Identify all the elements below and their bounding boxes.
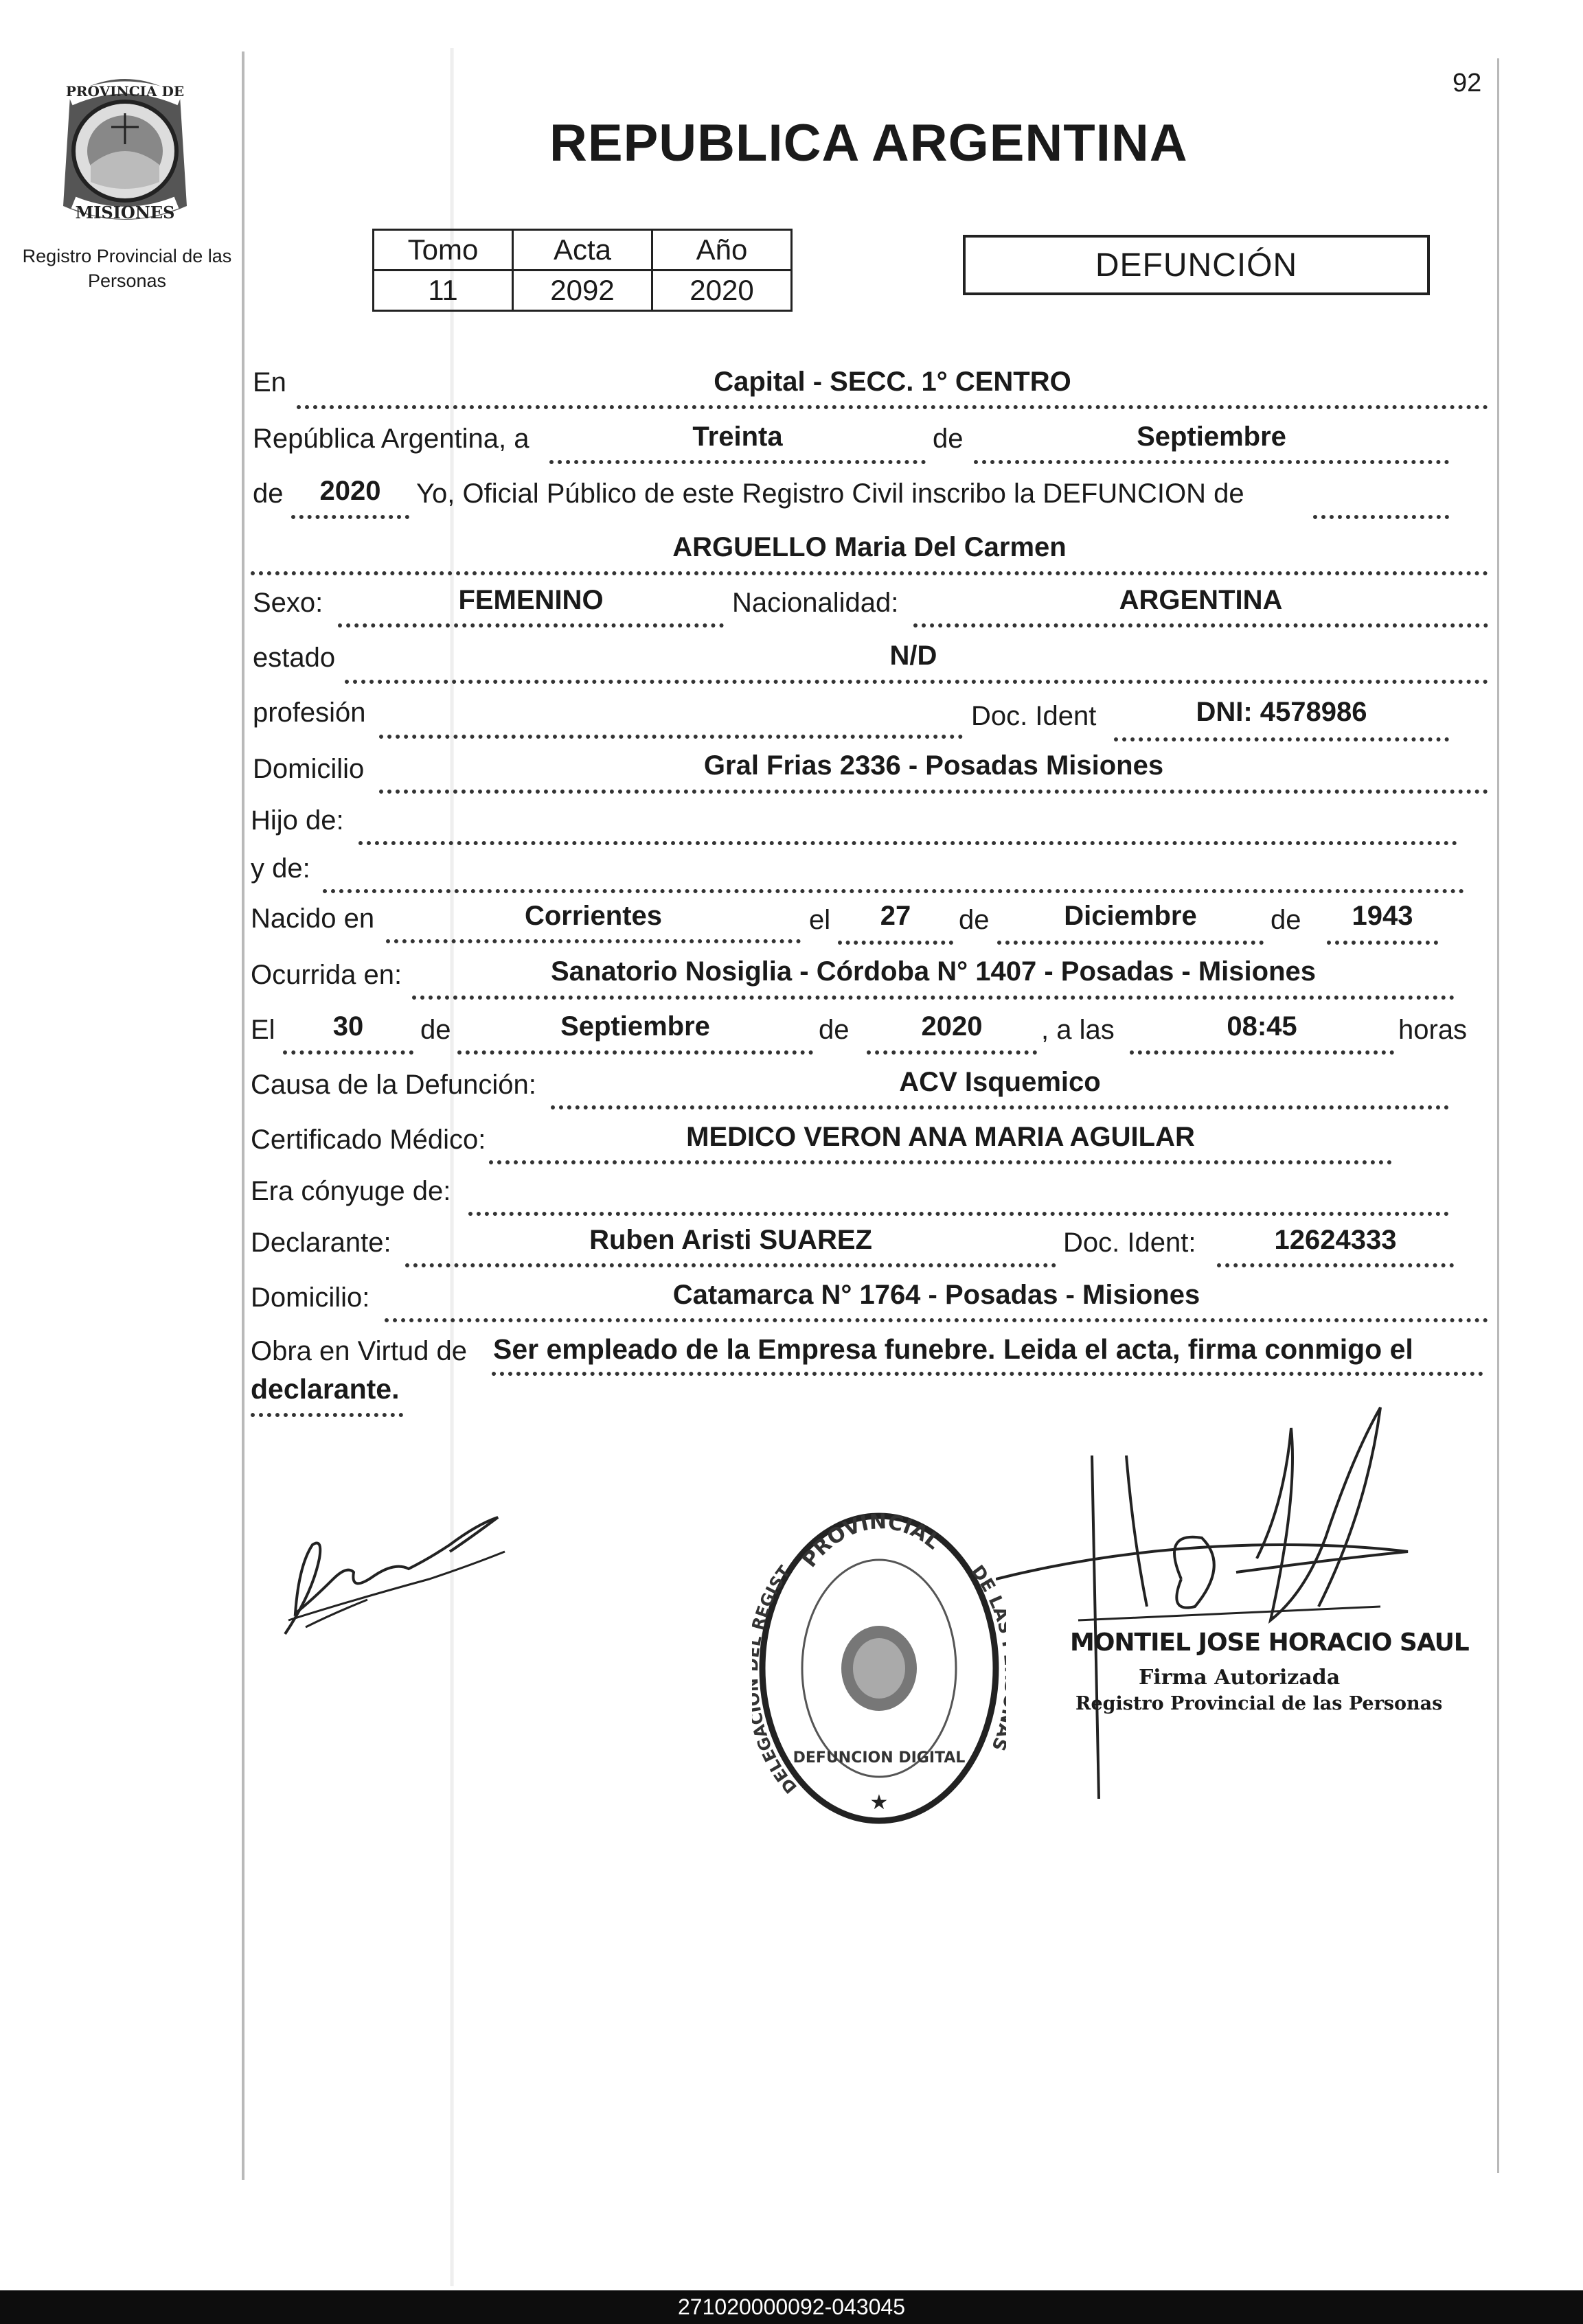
fill-profesion	[379, 700, 963, 739]
value-nacido-en: Corrientes	[524, 901, 663, 931]
fill-y-de	[323, 855, 1464, 893]
label-sexo: Sexo:	[253, 588, 323, 618]
label-conyuge: Era cónyuge de:	[251, 1176, 451, 1206]
left-margin-line	[242, 51, 244, 2180]
svg-text:MISIONES: MISIONES	[75, 203, 175, 222]
label-yo-oficial: Yo, Oficial Público de este Registro Civil inscribo la DEFUNCION de	[416, 479, 1244, 509]
value-def-anio: 2020	[921, 1011, 983, 1042]
value-certificado: MEDICO VERON ANA MARIA AGUILAR	[686, 1122, 1195, 1152]
signature-icon	[271, 1497, 519, 1648]
label-domicilio-declarante: Domicilio:	[251, 1282, 370, 1313]
label-el-cap: El	[251, 1015, 275, 1045]
table-cell: 11	[374, 271, 513, 311]
value-def-dia: 30	[332, 1011, 364, 1042]
value-nacido-dia: 27	[880, 901, 911, 931]
label-de-def: de	[420, 1015, 451, 1045]
svg-text:★: ★	[869, 1791, 889, 1814]
value-dia: Treinta	[692, 422, 783, 452]
official-signature-icon	[996, 1401, 1442, 1826]
label-hijo-de: Hijo de:	[251, 805, 344, 836]
emblem-icon	[43, 62, 207, 233]
table-header: Tomo	[374, 230, 513, 271]
page-number: 92	[1453, 69, 1482, 97]
provincial-emblem	[43, 62, 207, 233]
value-nacionalidad: ARGENTINA	[1119, 585, 1283, 615]
official-name: MONTIEL JOSE HORACIO SAUL	[1070, 1629, 1469, 1657]
label-nacido-en: Nacido en	[251, 904, 375, 934]
svg-text:PROVINCIAL: PROVINCIAL	[797, 1510, 945, 1572]
svg-text:PROVINCIA DE: PROVINCIA DE	[65, 83, 185, 100]
label-el: el	[809, 905, 831, 935]
label-de: de	[933, 424, 964, 454]
footer-code: 271020000092-043045	[0, 2290, 1583, 2324]
svg-text:DEFUNCION DIGITAL: DEFUNCION DIGITAL	[793, 1749, 966, 1767]
table-cell: 2092	[513, 271, 652, 311]
label-de-def-anio: de	[819, 1015, 850, 1045]
value-lugar: Capital - SECC. 1° CENTRO	[714, 367, 1071, 397]
label-estado: estado	[253, 643, 336, 673]
declarant-signature	[271, 1497, 519, 1651]
svg-text:DE LAS PERSONAS: DE L	[966, 1561, 1006, 1612]
label-causa: Causa de la Defunción:	[251, 1070, 536, 1100]
label-obra: Obra en Virtud de	[251, 1336, 468, 1366]
value-def-mes: Septiembre	[560, 1011, 710, 1042]
fill-hijo-de	[358, 807, 1457, 845]
label-doc-ident: Doc. Ident	[971, 701, 1097, 731]
label-certificado: Certificado Médico:	[251, 1125, 486, 1155]
value-obra-line1: Ser empleado de la Empresa funebre. Leida el acta, firma conmigo el	[493, 1333, 1413, 1365]
value-doc: DNI: 4578986	[1196, 697, 1367, 727]
label-de-anio: de	[253, 479, 284, 509]
fill-trailing	[1313, 481, 1449, 519]
label-domicilio: Domicilio	[253, 754, 365, 784]
svg-text:DELEGACION DEL REGISTRO: DELEG EGIST	[752, 1562, 801, 1797]
value-estado: N/D	[889, 641, 937, 671]
label-a-las: , a las	[1041, 1015, 1115, 1045]
official-registry: Registro Provincial de las Personas	[1075, 1693, 1443, 1714]
value-domicilio: Gral Frias 2336 - Posadas Misiones	[703, 750, 1164, 781]
label-nacionalidad: Nacionalidad:	[732, 588, 899, 618]
label-declarante: Declarante:	[251, 1228, 391, 1258]
value-causa: ACV Isquemico	[899, 1067, 1101, 1097]
value-declarante-doc: 12624333	[1274, 1225, 1397, 1255]
record-type-box: DEFUNCIÓN	[963, 235, 1430, 295]
official-title: Firma Autorizada	[1139, 1666, 1341, 1690]
value-obra-line2: declarante.	[251, 1373, 400, 1405]
page-title: REPUBLICA ARGENTINA	[549, 114, 1188, 172]
value-nacido-anio: 1943	[1352, 901, 1413, 931]
label-doc-ident-declarante: Doc. Ident:	[1063, 1228, 1196, 1258]
value-sexo: FEMENINO	[458, 585, 604, 615]
label-de-nac: de	[959, 905, 990, 935]
fill-conyuge	[468, 1177, 1449, 1216]
label-horas: horas	[1398, 1015, 1468, 1045]
value-declarante-domicilio: Catamarca N° 1764 - Posadas - Misiones	[672, 1280, 1200, 1310]
value-ocurrida-en: Sanatorio Nosiglia - Córdoba N° 1407 - Posadas - Misiones	[550, 956, 1317, 987]
registry-label: Registro Provincial de las Personas	[22, 246, 232, 291]
value-declarante: Ruben Aristi SUAREZ	[589, 1225, 872, 1255]
value-anio: 2020	[319, 476, 381, 506]
table-cell: 2020	[652, 271, 792, 311]
value-mes: Septiembre	[1137, 422, 1286, 452]
official-signature	[996, 1401, 1442, 1830]
official-stamp	[752, 1507, 1006, 1830]
value-nacido-mes: Diciembre	[1064, 901, 1197, 931]
value-nombre: ARGUELLO Maria Del Carmen	[672, 532, 1067, 562]
record-table	[372, 229, 793, 312]
table-header: Acta	[513, 230, 652, 271]
label-de-nac-anio: de	[1271, 905, 1301, 935]
label-en: En	[253, 367, 286, 398]
right-margin-line	[1497, 58, 1499, 2173]
label-republica: República Argentina, a	[253, 424, 529, 454]
table-header: Año	[652, 230, 792, 271]
stamp-icon	[752, 1507, 1006, 1830]
label-profesion: profesión	[253, 698, 366, 728]
label-ocurrida-en: Ocurrida en:	[251, 960, 402, 990]
value-def-hora: 08:45	[1227, 1011, 1297, 1042]
label-y-de: y de:	[251, 853, 310, 884]
